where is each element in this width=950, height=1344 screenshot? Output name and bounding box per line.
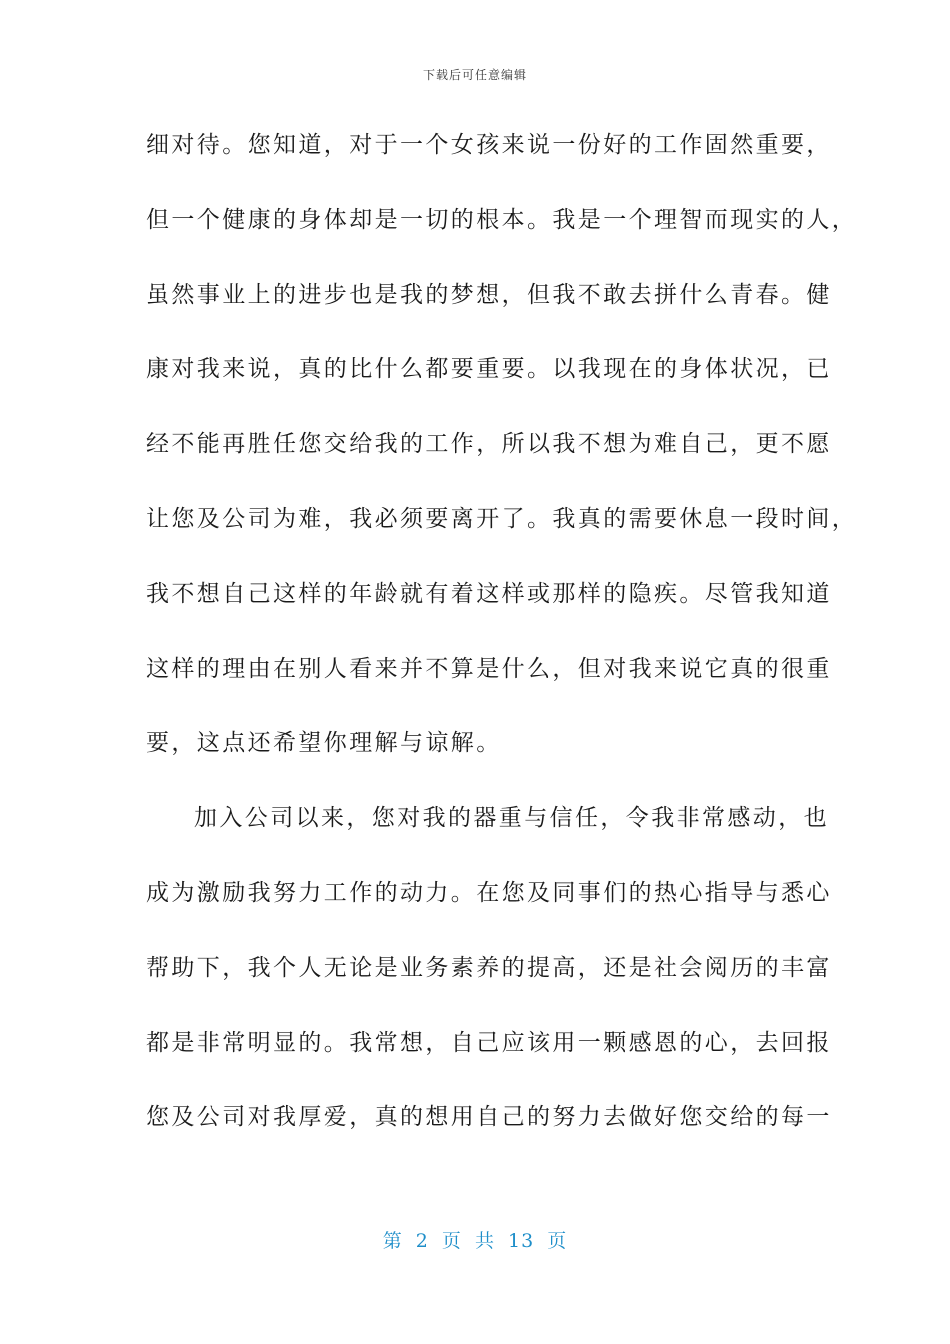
text-line: 经不能再胜任您交给我的工作，所以我不想为难自己，更不愿: [146, 431, 832, 458]
text-line: 我不想自己这样的年龄就有着这样或那样的隐疾。尽管我知道: [146, 580, 832, 607]
page-number-footer: 第 2 页 共 13 页: [382, 1230, 568, 1252]
text-line: 都是非常明显的。我常想，自己应该用一颗感恩的心，去回报: [146, 1029, 832, 1056]
text-line: 您及公司对我厚爱，真的想用自己的努力去做好您交给的每一: [146, 1104, 832, 1131]
text-line: 要，这点还希望你理解与谅解。: [146, 730, 502, 757]
document-body: [146, 120, 858, 1167]
text-line: 但一个健康的身体却是一切的根本。我是一个理智而现实的人，: [146, 206, 858, 233]
text-line: 康对我来说，真的比什么都要重要。以我现在的身体状况，已: [146, 356, 832, 383]
text-line: 细对待。您知道，对于一个女孩来说一份好的工作固然重要，: [146, 132, 832, 158]
text-line: 虽然事业上的进步也是我的梦想，但我不敢去拼什么青春。健: [146, 281, 832, 308]
text-line: 这样的理由在别人看来并不算是什么，但对我来说它真的很重: [146, 655, 832, 682]
text-line: 成为激励我努力工作的动力。在您及同事们的热心指导与悉心: [146, 879, 832, 906]
page-header: 下载后可任意编辑: [422, 68, 527, 82]
text-line: 让您及公司为难，我必须要离开了。我真的需要休息一段时间，: [146, 505, 858, 532]
text-line: 帮助下，我个人无论是业务素养的提高，还是社会阅历的丰富: [146, 954, 832, 981]
text-line: 加入公司以来，您对我的器重与信任，令我非常感动，也: [194, 805, 829, 832]
